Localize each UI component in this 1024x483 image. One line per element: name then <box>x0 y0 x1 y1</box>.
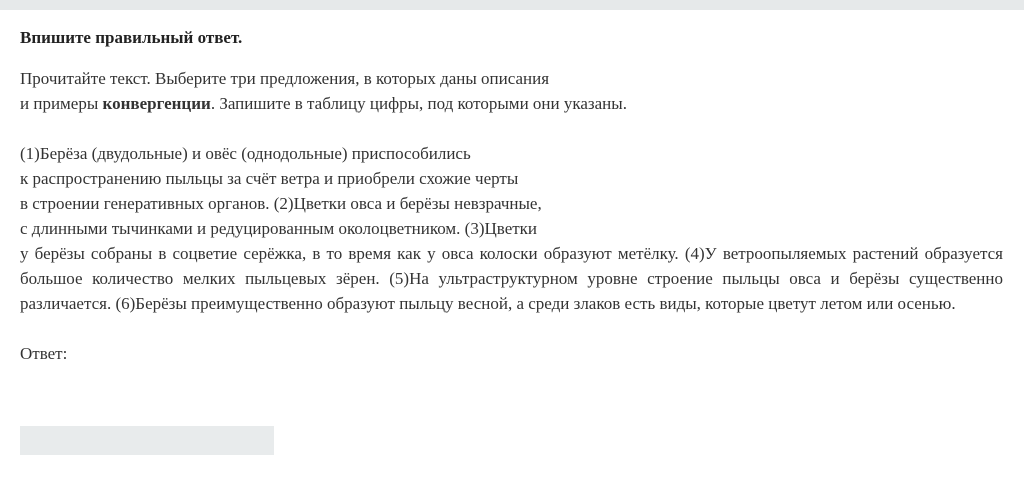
task-text <box>20 66 1003 116</box>
passage-paragraph: у берёзы собраны в соцветие серёжка, в то время как у овса колоски образуют метёлку. (4)У ветроопыляемых растений образуется большое количество мелких пыльцевых зёрен. (5)На ультраструктурном уровне строение пыльцы овса и берёзы существенно различается. (6)Берёзы преимущественно образуют пыльцу весной, а среди злаков есть виды, которые цветут летом или осенью. <box>20 244 1003 313</box>
passage-text <box>20 141 1003 316</box>
passage-line: с длинными тычинками и редуцированным околоцветником. (3)Цветки <box>20 219 538 238</box>
top-bar <box>0 0 1024 10</box>
task-line-2 <box>20 91 1003 116</box>
passage-line: в строении генеративных органов. (2)Цветки овса и берёзы невзрачные, <box>20 194 542 213</box>
answer-input[interactable] <box>20 426 274 455</box>
question-content <box>20 27 1003 366</box>
task-line-1: Прочитайте текст. Выберите три предложения, в которых даны описания <box>20 69 550 88</box>
passage-line: к распространению пыльцы за счёт ветра и приобрели схожие черты <box>20 169 519 188</box>
answer-label: Ответ: <box>20 344 68 363</box>
passage-line: (1)Берёза (двудольные) и овёс (однодольные) приспособились <box>20 144 471 163</box>
task-line-2-start: и примеры <box>20 94 103 113</box>
task-line-2-end: . Запишите в таблицу цифры, под которыми они указаны. <box>210 94 627 113</box>
instruction-heading: Впишите правильный ответ. <box>20 28 243 47</box>
task-keyword: конвергенции <box>102 94 211 113</box>
